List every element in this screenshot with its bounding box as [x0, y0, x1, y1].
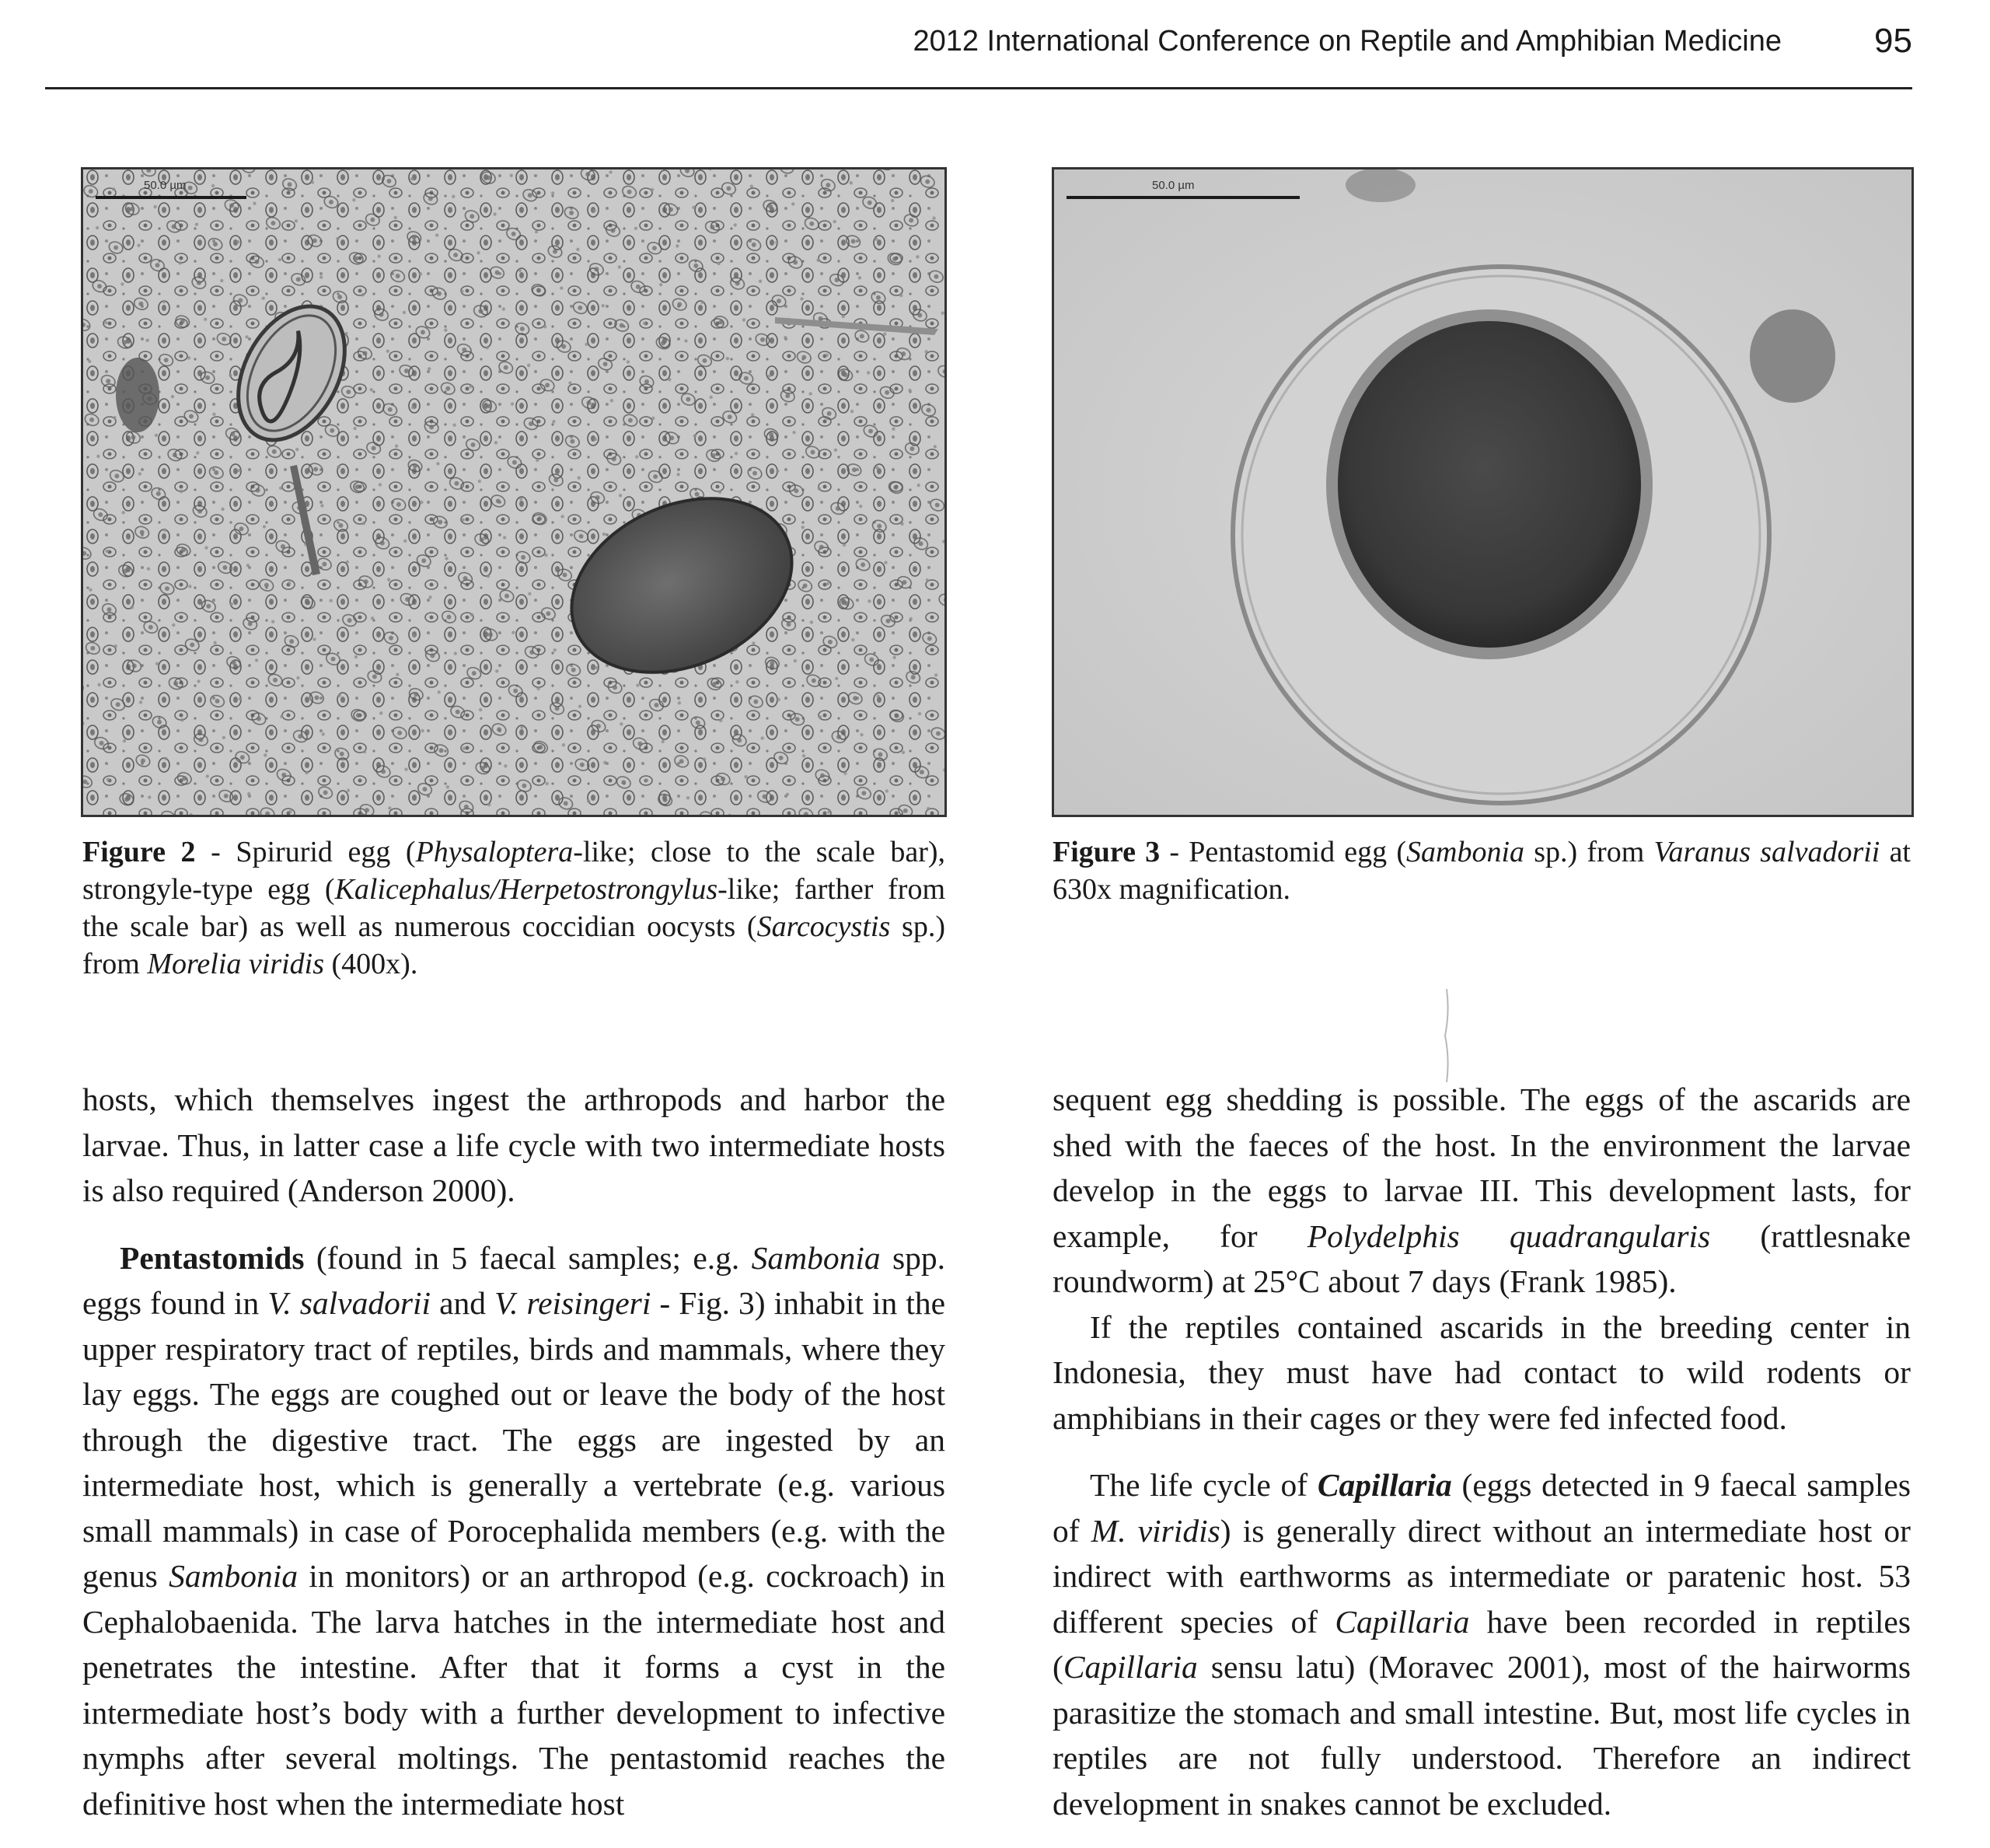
body-column-right [1053, 1077, 1911, 1826]
conference-title: 2012 International Conference on Reptile and Amphibian Medicine [913, 25, 1782, 58]
body-genus: Sambonia [169, 1558, 298, 1594]
fig2-scale-label: 50.0 µm [144, 179, 187, 192]
fig3-caption-text: at 630x magnification. [1053, 836, 1911, 906]
fig3-caption-text: sp.) from [1524, 836, 1654, 868]
body-text: in monitors) or an arthropod (e.g. cockroach) in Cephalobaenida. The larva hatches in the intermediate host and penetrates the intestine. After that it forms a cyst in the intermediate host’s body with a further development to infective nymphs after several moltings. The pentastomid reaches the definitive host when the intermediate host [82, 1558, 946, 1822]
body-text: have been recorded in reptiles ( [1053, 1603, 1911, 1685]
body-paragraph: If the reptiles contained ascarids in the breeding center in Indonesia, they must have had contact to wild rodents or amphibians in their cages or they were fed infected food. [1053, 1308, 1911, 1436]
fig2-caption-text: -like; farther from the scale bar) as well as numerous coccidian oocysts ( [82, 873, 945, 943]
fig2-oocysts-layer-2 [83, 169, 944, 815]
fig3-scale-label: 50.0 µm [1152, 179, 1195, 192]
body-text: ) is generally direct without an intermediate host or indirect with earthworms as intermediate or paratenic host. 53 different species of [1053, 1512, 1911, 1640]
fig2-caption-text: sp.) from [82, 910, 945, 980]
fig2-caption-text: (400x). [324, 948, 418, 980]
section-term: Pentastomids [120, 1239, 305, 1276]
body-species: V. reisingeri [494, 1285, 651, 1321]
body-genus: Sambonia [751, 1239, 881, 1276]
body-text: (eggs detected in 9 faecal samples of [1053, 1467, 1911, 1549]
body-paragraph-ascarids [1053, 1077, 1911, 1305]
fig2-caption-text: -like; close to the scale bar), strongyle-type egg ( [82, 836, 946, 906]
body-paragraph-capillaria [1053, 1462, 1911, 1826]
body-text: - Fig. 3) inhabit in the upper respiratory tract of reptiles, birds and mammals, where they lay eggs. The eggs are coughed out or leave the body of the host through the digestive tract. The eggs are ingested by an intermediate host, which is generally a vertebrate (e.g. various small mammals) in case of Porocephalida members (e.g. with the genus [82, 1285, 946, 1594]
body-text: (rattlesnake roundworm) at 25°C about 7 days (Frank 1985). [1053, 1217, 1911, 1299]
figure-3-image [1054, 169, 1911, 815]
body-text: The life cycle of [1090, 1467, 1318, 1503]
fig2-caption-species: Morelia viridis [147, 948, 325, 980]
body-text: (found in 5 faecal samples; e.g. [304, 1239, 752, 1276]
fig3-caption-genus: Sambonia [1406, 836, 1525, 868]
fig2-debris-clump [116, 358, 159, 432]
body-species: Polydelphis quadrangularis [1307, 1217, 1711, 1254]
body-text: sequent egg shedding is possible. The eggs of the ascarids are shed with the faeces of the host. In the environment the larvae develop in the eggs to larvae III. This development lasts, for example, for [1053, 1081, 1911, 1254]
fig2-caption-label: Figure 2 [82, 836, 196, 868]
figure-2-image [83, 169, 944, 815]
figure-3-caption [1053, 833, 1911, 908]
fig3-debris [1750, 309, 1835, 403]
body-column-left [82, 1077, 945, 1826]
fig3-caption-species: Varanus salvadorii [1653, 836, 1880, 868]
body-text: spp. eggs found in [82, 1239, 945, 1321]
fig3-debris-top [1346, 169, 1416, 202]
section-term: Capillaria [1317, 1467, 1452, 1503]
running-header [45, 17, 1912, 89]
fig2-caption-genus: Sarcocystis [756, 910, 891, 943]
scan-smudge [1442, 989, 1453, 1082]
figure-2-micrograph [81, 167, 947, 817]
body-paragraph: hosts, which themselves ingest the arthropods and harbor the larvae. Thus, in latter case a life cycle with two intermediate hosts is also required (Anderson 2000). [82, 1081, 945, 1208]
fig2-caption-genus: Physaloptera [415, 836, 574, 868]
fig2-caption-genus: Kalicephalus/Herpetostrongylus [334, 873, 718, 906]
fig3-caption-text: - Pentastomid egg ( [1160, 836, 1407, 868]
body-genus: Capillaria [1063, 1649, 1198, 1685]
fig2-caption-text: - Spirurid egg ( [195, 836, 416, 868]
page-number: 95 [1874, 22, 1912, 60]
body-species: M. viridis [1091, 1512, 1220, 1549]
body-text: and [431, 1285, 495, 1321]
fig3-caption-label: Figure 3 [1053, 836, 1161, 868]
figure-2-caption [82, 833, 945, 983]
embryo-core [1338, 321, 1641, 648]
body-text: sensu latu) (Moravec 2001), most of the hairworms parasitize the stomach and small intestine. But, most life cycles in reptiles are not fully understood. Therefore an indirect development in snakes cannot be excluded. [1053, 1649, 1911, 1822]
body-species: V. salvadorii [267, 1285, 431, 1321]
body-paragraph-pentastomids [82, 1235, 945, 1827]
figure-3-micrograph [1052, 167, 1914, 817]
body-genus: Capillaria [1335, 1603, 1470, 1640]
